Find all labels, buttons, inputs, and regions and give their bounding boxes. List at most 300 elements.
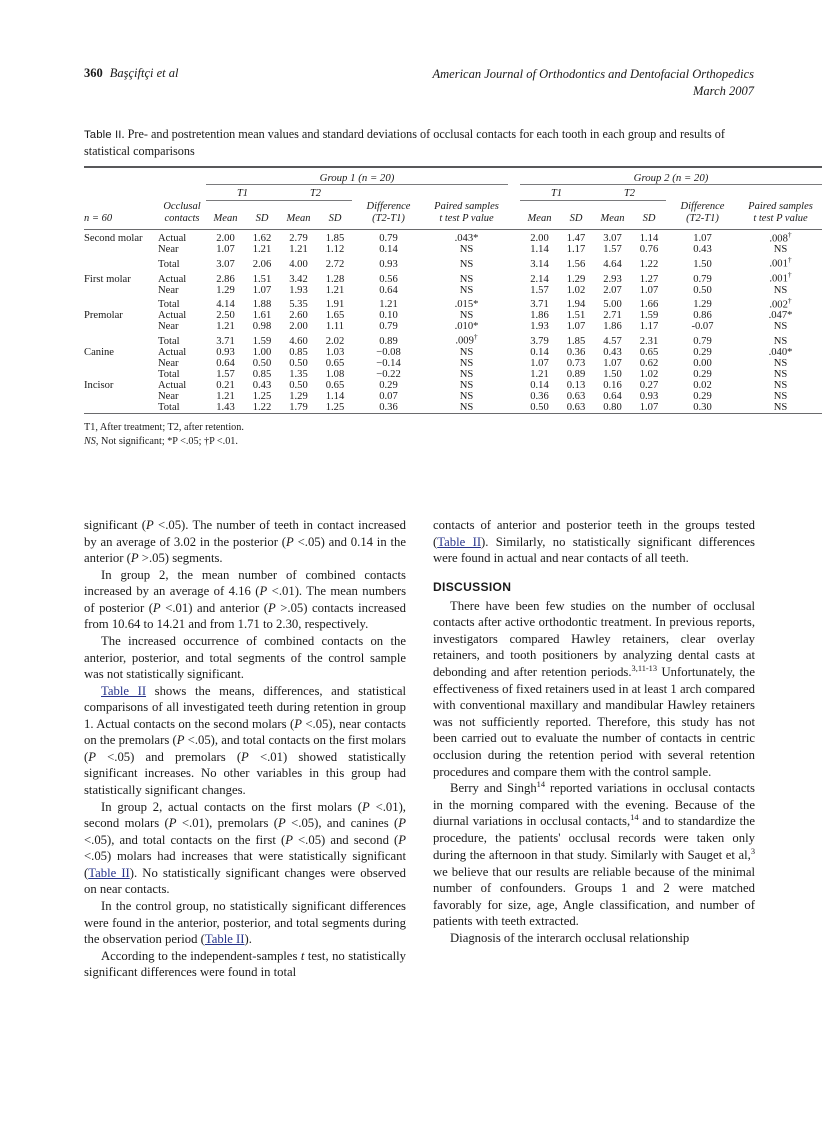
g1-p: .043* [454,233,479,245]
g1-t1-mean: 2.50 [216,310,235,322]
g2-difference-header-2: (T2-T1) [686,213,719,225]
table-bottom-rule [84,413,822,417]
g2-p: .001† [769,255,792,270]
paragraph-group2-contacts: In group 2, the mean number of combined contacts increased by an average of 4.16 (P <.01). The mean numbers of posterior (P <.01) and anterior (P >.05) contacts increased from 10.64 to 14.21 and from 1.71 to 2.30, respectively. [84,567,407,632]
column-gap [508,321,520,332]
right-column [433,517,755,981]
table-ii-xref-2[interactable]: Table II [88,865,130,880]
running-head-left [84,66,178,81]
g2-t2-sd: 1.07 [639,401,659,413]
g1-p: NS [459,273,474,285]
g2-p: NS [773,368,788,380]
table-row [84,310,822,321]
citation-ref-3-11-13[interactable]: 3,11-13 [631,663,658,673]
g2-p: .047* [768,310,793,322]
paragraph-anterior-posterior-a: contacts of anterior and posterior teeth in the groups tested ( [433,518,755,549]
g1-t2-header: T2 [279,188,352,201]
g2-t2-mean: 0.43 [603,346,622,358]
tooth-label [84,332,158,347]
column-gap [508,402,520,414]
g1-t1-mean: 1.07 [216,244,235,256]
g2-diff: 0.79 [693,335,712,347]
sample-size-header: n = 60 [84,213,113,225]
g2-t2-sd: 1.07 [639,284,659,296]
g1-t2-mean: 5.35 [289,299,308,311]
paragraph-anterior-posterior-b: ). Similarly, no statistically significant differences were found in actual and near contacts of all teeth. [433,534,755,566]
issue-date: March 2007 [693,84,754,99]
g2-t2-mean: 1.86 [603,321,622,333]
g2-t2-sd: 1.27 [639,273,659,285]
subheader-row-upper [84,201,822,214]
g1-t2-mean: 0.85 [289,346,308,358]
g1-t1-mean: 1.21 [216,390,235,402]
g1-p: NS [459,284,474,296]
g2-p: NS [773,284,788,296]
g2-t2-mean-header: Mean [600,213,625,225]
g1-t1-sd: 1.61 [252,310,272,322]
left-column [84,517,406,981]
g1-p: NS [459,346,474,358]
g1-difference-header-1: Difference [366,200,411,212]
g2-t1-sd: 0.36 [566,346,586,358]
g1-diff: 0.64 [379,284,398,296]
footnote-line-1: T1, After treatment; T2, after retention. [84,421,244,433]
paragraph-group2-significance-a: In group 2, actual contacts on the first molars (P <.01), second molars (P <.01), premolars (P <.05), and canines (P <.05), and total contacts on the first (P <.05) and second (P <.05) molars had increases that were statistically significant ( [84,799,407,880]
footnote-ns-text: , Not significant; *P <.05; †P <.01. [95,436,238,448]
g2-t2-mean: 5.00 [603,299,622,311]
column-gap [508,270,520,285]
g2-t2-mean: 2.07 [603,284,622,296]
contact-type: Total [158,259,180,270]
g1-t1-mean: 0.64 [216,357,235,369]
contact-type: Total [158,368,180,380]
g1-p: NS [459,310,474,322]
g2-t2-sd: 1.17 [639,321,659,333]
g2-t2-sd: 1.14 [639,233,659,245]
g1-t1-sd-header: SD [255,213,269,225]
occlusal-contacts-table [84,166,822,417]
table-ii-xref-3[interactable]: Table II [204,932,245,947]
g2-t1-sd: 1.56 [566,259,586,270]
g2-t2-sd: 0.65 [639,346,659,358]
g1-t2-mean: 1.93 [289,284,308,296]
paragraph-discussion-2-a: Berry and Singh [450,781,537,796]
g1-t2-sd: 1.21 [325,284,345,296]
g1-t1-sd: 1.21 [252,244,272,256]
g2-t2-sd: 1.02 [639,368,659,380]
column-gap [508,310,520,321]
paragraph-discussion-2-b: reported variations in occlusal contacts in the morning compared with the evening. Because of the diurnal variations in occlusal contacts, [433,781,755,829]
paragraph-control-group [84,898,406,948]
g1-p: .010* [454,321,479,333]
g2-diff: 0.29 [693,368,712,380]
occlusal-contacts-header-1: Occlusal [163,200,201,212]
group-2-header: Group 2 (n = 20) [520,172,822,185]
contact-type: Actual [158,233,187,245]
g2-difference-header-1: Difference [680,200,725,212]
g1-t1-sd: 0.85 [252,368,272,380]
table-row [84,402,822,414]
g1-t2-mean: 2.00 [289,321,308,333]
citation-ref-3[interactable]: 3 [750,846,755,856]
g1-t1-sd: 1.25 [252,390,272,402]
g2-t1-mean: 2.14 [530,273,549,285]
g1-diff: 1.21 [379,299,398,311]
g2-t1-sd: 1.29 [566,273,586,285]
g2-diff: 1.07 [693,233,712,245]
g1-diff: 0.10 [379,310,398,322]
g2-t1-mean-header: Mean [527,213,552,225]
g2-t2-mean: 1.57 [603,244,622,256]
paragraph-discussion-3: Diagnosis of the interarch occlusal relationship [450,930,690,945]
g2-p: NS [773,401,788,413]
g1-t1-mean: 3.07 [216,259,235,270]
g2-t1-mean: 0.50 [530,401,549,413]
contact-type: Actual [158,273,187,285]
tooth-label [84,321,158,332]
g1-t1-sd: 1.88 [252,299,272,311]
g2-t2-mean: 4.64 [603,259,622,270]
g1-p: NS [459,259,474,270]
contact-type: Near [158,284,179,296]
occlusal-contacts-header-2: contacts [164,213,200,225]
contact-type: Actual [158,346,187,358]
g1-p: .015* [454,299,479,311]
g2-p: NS [773,244,788,256]
g1-p: .009† [455,332,478,347]
table-label: Table II [84,129,122,141]
g1-t2-mean: 2.79 [289,233,308,245]
g2-t2-mean: 0.64 [603,390,622,402]
g1-t2-mean: 4.60 [289,335,308,347]
g2-t1-sd: 1.17 [566,244,586,256]
g1-t1-sd: 1.62 [252,233,272,245]
g1-diff: 0.29 [379,379,398,391]
tooth-label [84,402,158,414]
g1-paired-header-1: Paired samples [434,200,499,212]
g1-t1-sd: 0.50 [252,357,272,369]
g1-diff: 0.93 [379,259,398,270]
column-gap [508,244,520,255]
g1-t2-sd: 0.65 [325,379,345,391]
g2-diff: 1.29 [693,299,712,311]
running-head-authors: Başçiftçi et al [109,66,179,80]
g2-t1-sd: 1.07 [566,321,586,333]
g2-diff: -0.07 [691,321,714,333]
table-ii-xref-1[interactable]: Table II [101,683,147,698]
group-title-row [84,172,822,185]
g1-t1-sd: 2.06 [252,259,272,270]
table-caption [84,126,754,161]
paragraph-group2-significance-b: ). No statistically significant changes were observed on near contacts. [84,865,406,897]
table-ii-xref-4[interactable]: Table II [437,534,482,549]
g2-t2-mean: 3.07 [603,233,622,245]
g2-p: .001† [769,270,792,285]
g1-t1-mean: 3.71 [216,335,235,347]
contact-type: Near [158,321,179,333]
table-row [84,255,822,270]
g2-paired-header-2: t test P value [753,213,808,225]
g2-p: .040* [768,346,793,358]
g2-p: NS [773,379,788,391]
g1-t1-mean: 1.57 [216,368,235,380]
g1-t2-sd: 0.65 [325,357,345,369]
g2-diff: 0.86 [693,310,712,322]
g2-t1-sd: 1.47 [566,233,586,245]
g2-diff: 0.43 [693,244,712,256]
g1-t2-mean: 2.60 [289,310,308,322]
citation-ref-14b[interactable]: 14 [630,813,639,823]
g1-t2-mean: 1.29 [289,390,308,402]
g1-t1-mean: 1.43 [216,401,235,413]
g1-t2-mean: 1.21 [289,244,308,256]
g1-diff: 0.79 [379,321,398,333]
tooth-label: Second molar [84,233,143,245]
g2-diff: 0.00 [693,357,712,369]
tooth-label: First molar [84,273,131,285]
g1-t2-mean: 0.50 [289,379,308,391]
g1-diff: 0.89 [379,335,398,347]
running-head-right [433,66,755,101]
g2-t2-sd: 0.27 [639,379,659,391]
body-columns [84,517,756,981]
contact-type: Near [158,244,179,256]
column-gap [508,332,520,347]
table-row [84,270,822,285]
subheader-row-lower [84,213,822,226]
tooth-label: Canine [84,346,115,358]
tooth-label: Premolar [84,310,123,322]
g1-diff: −0.14 [376,357,401,369]
table-row [84,369,822,380]
contact-type: Near [158,390,179,402]
g1-p: NS [459,390,474,402]
footnote-ns-abbrev: NS [84,436,96,448]
g2-p: NS [773,335,788,347]
g2-t1-mean: 1.07 [530,357,549,369]
g1-diff: 0.56 [379,273,398,285]
g2-t2-sd: 0.76 [639,244,659,256]
g1-t1-sd: 0.98 [252,321,272,333]
g2-t2-sd: 1.22 [639,259,659,270]
tooth-label: Incisor [84,379,114,391]
table-row [84,229,822,244]
g1-diff: −0.08 [376,346,401,358]
g1-t2-sd: 1.65 [325,310,345,322]
g1-t2-sd: 2.02 [325,335,345,347]
running-head [84,66,754,101]
g1-t2-sd: 1.85 [325,233,345,245]
citation-ref-14a[interactable]: 14 [536,780,546,790]
g2-t1-sd: 1.94 [566,299,586,311]
g2-diff: 0.79 [693,273,712,285]
contact-type: Near [158,357,179,369]
g1-t2-sd: 1.28 [325,273,345,285]
g2-diff: 0.29 [693,390,712,402]
g1-diff: 0.14 [379,244,398,256]
g2-t1-mean: 1.14 [530,244,549,256]
paragraph-control-sample: The increased occurrence of combined contacts on the anterior, posterior, and total segments of the control sample was not statistically significant. [84,633,406,682]
g1-diff: 0.07 [379,390,398,402]
g2-t1-mean: 1.57 [530,284,549,296]
g2-t2-mean: 0.16 [603,379,622,391]
g1-p: NS [459,357,474,369]
g1-t2-sd: 1.14 [325,390,345,402]
paragraph-control-group-b: ). [244,932,252,947]
g1-t2-sd: 1.12 [325,244,345,256]
g2-t1-mean: 1.21 [530,368,549,380]
tooth-label [84,285,158,296]
tooth-label [84,244,158,255]
g2-diff: 1.50 [693,259,712,270]
table-row [84,285,822,296]
column-gap [508,285,520,296]
g2-diff: 0.30 [693,401,712,413]
g1-p: NS [459,401,474,413]
table-row [84,296,822,311]
g2-t2-mean: 1.07 [603,357,622,369]
g2-t2-mean: 1.50 [603,368,622,380]
g1-t2-mean: 1.79 [289,401,308,413]
g2-t1-mean: 3.71 [530,299,549,311]
tooth-label [84,358,158,369]
g2-t1-mean: 1.86 [530,310,549,322]
g1-t1-mean: 0.21 [216,379,235,391]
g1-p: NS [459,244,474,256]
g1-t2-sd: 2.72 [325,259,345,270]
g1-t1-sd: 1.22 [252,401,272,413]
table-row [84,347,822,358]
journal-title: American Journal of Orthodontics and Dentofacial Orthopedics [432,67,754,81]
paragraph-discussion-2-c: and to standardize the procedure, the patients' occlusal records were taken only during the afternoon in that study. Similarly with Sauget et al, [433,814,755,863]
paragraph-independent-samples: According to the independent-samples t test, no statistically significant differences were found in total [84,948,406,980]
g2-t2-mean: 4.57 [603,335,622,347]
paragraph-discussion-1 [433,598,755,780]
g2-t1-mean: 3.79 [530,335,549,347]
tooth-label [84,369,158,380]
g1-t2-mean-header: Mean [286,213,311,225]
paragraph-table2-group1-text: shows the means, differences, and statistical comparisons of all investigated teeth during retention in group 1. Actual contacts on the second molars (P <.05), near contacts on the premolars (P <.05), and total contacts on the first molars (P <.05) and premolars (P <.01) showed statistically significant increases. No other variables in this group had statistically significant changes. [84,683,406,797]
g1-p: NS [459,368,474,380]
g2-diff: 0.29 [693,346,712,358]
g2-t1-sd: 0.73 [566,357,586,369]
g2-t2-mean: 2.93 [603,273,622,285]
g2-p: .008† [769,229,792,245]
g2-t1-sd-header: SD [569,213,583,225]
g1-t2-mean: 0.50 [289,357,308,369]
g1-t2-mean: 4.00 [289,259,308,270]
table-row [84,380,822,391]
g1-t2-sd: 1.08 [325,368,345,380]
column-gap [508,358,520,369]
g2-t2-mean: 0.80 [603,401,622,413]
table-body [84,229,822,413]
g1-t1-sd: 1.07 [252,284,272,296]
g1-t1-sd: 0.43 [252,379,272,391]
section-heading-discussion: DISCUSSION [433,579,512,594]
g2-t2-sd: 0.93 [639,390,659,402]
page-number: 360 [84,66,103,80]
g2-t1-sd: 1.51 [566,310,586,322]
g1-t2-sd: 1.11 [325,321,345,333]
paragraph-discussion-1-b: Unfortunately, the effectiveness of fixed retainers used in at least 1 arch compared with conventional maxillary and mandibular Hawley retainers was not sufficiently reported. Therefore, this study has not been carried out to evaluate the number of contacts in centric occlusion during the retention period with several retention procedures and compare them with the control sample. [433,665,755,779]
g1-t2-mean: 3.42 [289,273,308,285]
g1-t2-mean: 1.35 [289,368,308,380]
paragraph-continued: significant (P <.05). The number of teeth in contact increased by an average of 3.02 in the posterior (P <.05) and 0.14 in the anterior (P >.05) segments. [84,518,406,566]
g2-t2-header: T2 [593,188,666,201]
g2-p: NS [773,357,788,369]
paragraph-table2-group1 [84,683,406,799]
paragraph-discussion-2 [433,780,755,930]
column-gap [508,347,520,358]
table-caption-text: . Pre- and postretention mean values and standard deviations of occlusal contacts for each tooth in each group and results of statistical comparisons [84,127,725,159]
table-row [84,391,822,402]
g2-t1-sd: 0.63 [566,401,586,413]
column-gap [508,296,520,311]
contact-type: Actual [158,379,187,391]
table-row [84,321,822,332]
time-header-row [84,188,822,201]
g2-t1-sd: 0.63 [566,390,586,402]
g1-t1-mean: 2.86 [216,273,235,285]
g2-t2-sd: 2.31 [639,335,659,347]
column-gap [508,369,520,380]
g1-p: NS [459,379,474,391]
paragraph-discussion-1-a: There have been few studies on the number of occlusal contacts after active orthodontic treatment. In previous reports, investigators compared Hawley retainers, clear overlay retainers, and tooth positioners by analyzing dental casts at debonding and after retention periods. [433,598,755,680]
g1-diff: −0.22 [376,368,401,380]
g2-t2-sd-header: SD [642,213,656,225]
g1-t1-header: T1 [206,188,279,201]
g1-t2-sd: 1.91 [325,299,345,311]
table-row [84,332,822,347]
g1-t1-mean-header: Mean [213,213,238,225]
column-gap [508,229,520,244]
g2-paired-header-1: Paired samples [748,200,813,212]
g2-t2-sd: 0.62 [639,357,659,369]
g2-t2-sd: 1.59 [639,310,659,322]
g1-t1-sd: 1.59 [252,335,272,347]
tooth-label [84,296,158,311]
g1-t1-mean: 1.29 [216,284,235,296]
paragraph-anterior-posterior [433,517,755,567]
g1-t2-sd-header: SD [328,213,342,225]
table-footnotes [84,421,754,451]
tooth-label [84,255,158,270]
g2-p: NS [773,390,788,402]
g1-diff: 0.79 [379,233,398,245]
g1-t2-sd: 1.25 [325,401,345,413]
g1-t1-sd: 1.00 [252,346,272,358]
column-gap [508,380,520,391]
g1-t1-mean: 2.00 [216,233,235,245]
contact-type: Total [158,335,180,347]
group-1-header: Group 1 (n = 20) [206,172,508,185]
contact-type: Actual [158,310,187,322]
contact-type: Total [158,299,180,311]
table-row [84,358,822,369]
g2-p: NS [773,321,788,333]
table-block [84,126,813,450]
g1-t1-sd: 1.51 [252,273,272,285]
g1-paired-header-2: t test P value [439,213,494,225]
g2-t1-sd: 1.85 [566,335,586,347]
g2-diff: 0.50 [693,284,712,296]
g2-t1-mean: 1.93 [530,321,549,333]
paragraph-discussion-2-d: we believe that our results are reliable because of the minimal number of confounders. Groups 1 and 2 were matched favorably for size, age, Angle classification, and number of patients with teeth extracted. [433,864,755,929]
g2-t1-mean: 2.00 [530,233,549,245]
g2-p: .002† [769,295,792,311]
tooth-label [84,391,158,402]
